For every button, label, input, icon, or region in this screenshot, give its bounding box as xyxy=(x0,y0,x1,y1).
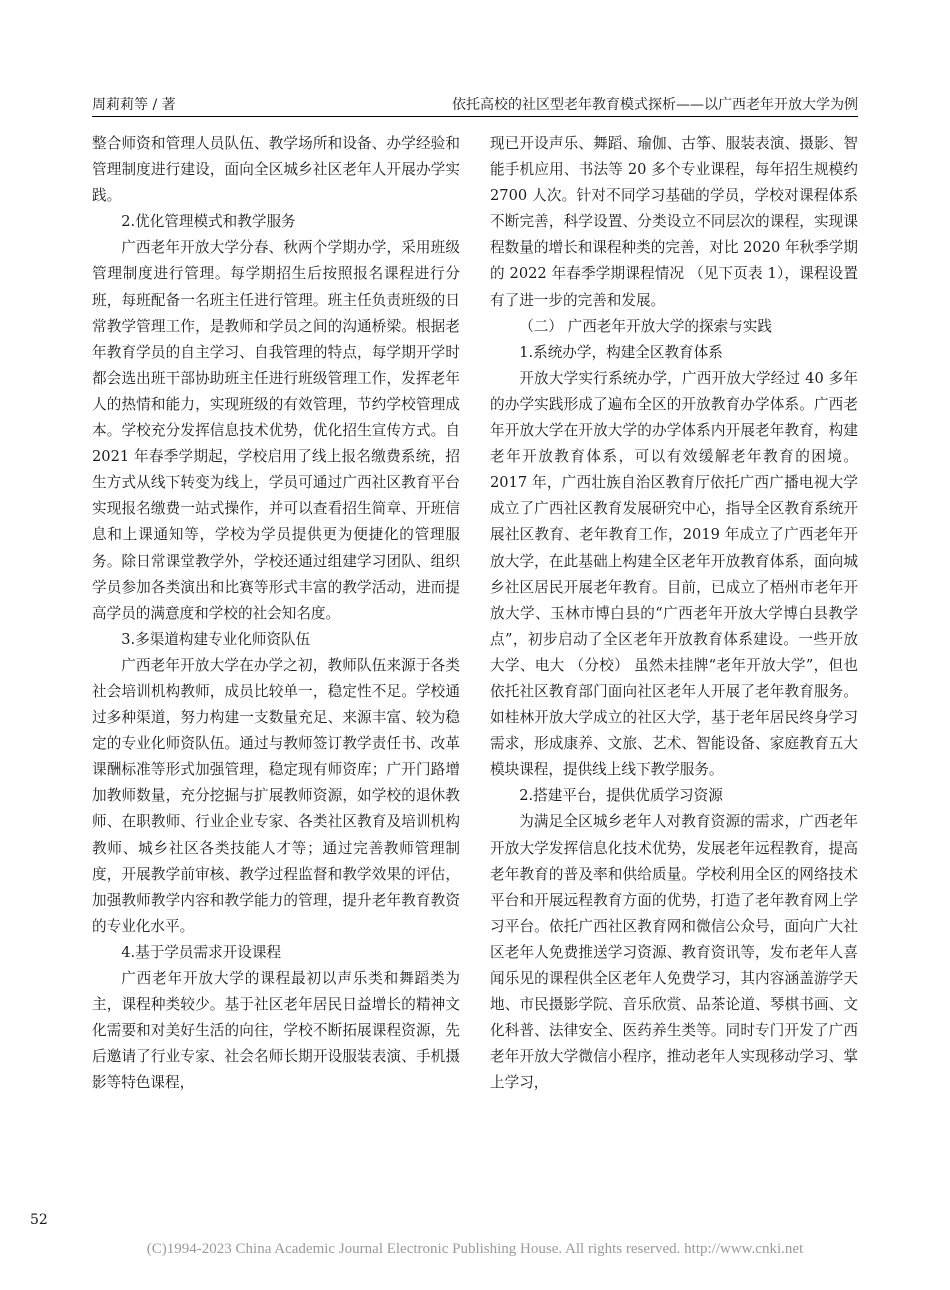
left-column xyxy=(92,131,460,1096)
right-column xyxy=(490,131,858,1096)
section-heading: （二） 广西老年开放大学的探索与实践 xyxy=(519,317,772,335)
paragraph: 开放大学实行系统办学，广西开放大学经过 40 多年的办学实践形成了遍布全区的开放教育办学体系。广西老年开放大学在开放大学的办学体系内开展老年教育，构建老年开放教育体系，可以有效缓解老年教育的困境。2017 年，广西壮族自治区教育厅依托广西广播电视大学成立了广西社区教育发展研究中心，指导全区教育系统开展社区教育、老年教育工作，2019 年成立了广西老年开放大学，在此基础上构建全区老年开放教育体系，面向城乡社区居民开展老年教育。目前，已成立了梧州市老年开放大学、玉林市博白县的“广西老年开放大学博白县教学点”，初步启动了全区老年开放教育体系建设。一些开放大学、电大 （分校） 虽然未挂牌“老年开放大学”，但也依托社区教育部门面向社区老年人开展了老年教育服务。如桂林开放大学成立的社区大学，基于老年居民终身学习需求，形成康养、文旅、艺术、智能设备、家庭教育五大模块课程，提供线上线下教学服务。 xyxy=(490,369,858,779)
copyright-footer: (C)1994-2023 China Academic Journal Electronic Publishing House. All rights reserved. http://www.cnki.net xyxy=(146,1241,804,1257)
section-heading: 2.搭建平台，提供优质学习资源 xyxy=(519,787,723,805)
paragraph: 广西老年开放大学在办学之初，教师队伍来源于各类社会培训机构教师，成员比较单一，稳定性不足。学校通过多种渠道，努力构建一支数量充足、来源丰富、较为稳定的专业化师资队伍。通过与教师签订教学责任书、改革课酬标准等形式加强管理，稳定现有师资库；广开门路增加教师数量，充分挖掘与扩展教师资源，如学校的退休教师、在职教师、行业企业专家、各类社区教育及培训机构教师、城乡社区各类技能人才等；通过完善教师管理制度，开展教学前审核、教学过程监督和教学效果的评估，加强教师教学内容和教学能力的管理，提升老年教育教资的专业化水平。 xyxy=(92,656,460,935)
page-number: 52 xyxy=(30,1212,48,1228)
header-author: 周莉莉等 / 著 xyxy=(92,97,176,113)
paragraph: 为满足全区城乡老年人对教育资源的需求，广西老年开放大学发挥信息化技术优势，发展老年远程教育，提高老年教育的普及率和供给质量。学校利用全区的网络技术平台和开展远程教育方面的优势，打造了老年教育网上学习平台。依托广西社区教育网和微信公众号，面向广大社区老年人免费推送学习资源、教育资讯等，发布老年人喜闻乐见的课程供全区老年人免费学习，其内容涵盖游学天地、市民摄影学院、音乐欣赏、品茶论道、琴棋书画、文化科普、法律安全、医药养生类等。同时专门开发了广西老年开放大学微信小程序，推动老年人实现移动学习、掌上学习， xyxy=(490,813,858,1092)
section-heading: 4.基于学员需求开设课程 xyxy=(121,943,282,961)
paragraph: 广西老年开放大学的课程最初以声乐类和舞蹈类为主，课程种类较少。基于社区老年居民日益增长的精神文化需要和对美好生活的向往，学校不断拓展课程资源，先后邀请了行业专家、社会名师长期开设服装表演、手机摄影等特色课程， xyxy=(92,970,460,1092)
paragraph: 广西老年开放大学分春、秋两个学期办学，采用班级管理制度进行管理。每学期招生后按照报名课程进行分班，每班配备一名班主任进行管理。班主任负责班级的日常教学管理工作，是教师和学员之间的沟通桥梁。根据老年教育学员的自主学习、自我管理的特点，每学期开学时都会选出班干部协助班主任进行班级管理工作，发挥老年人的热情和能力，实现班级的有效管理，节约学校管理成本。学校充分发挥信息技术优势，优化招生宣传方式。自 2021 年春季学期起，学校启用了线上报名缴费系统，招生方式从线下转变为线上，学员可通过广西社区教育平台实现报名缴费一站式操作，并可以查看招生简章、开班信息和上课通知等，学校为学员提供更为便捷化的管理服务。除日常课堂教学外，学校还通过组建学习团队、组织学员参加各类演出和比赛等形式丰富的教学活动，进而提高学员的满意度和学校的社会知名度。 xyxy=(92,239,460,622)
section-heading: 1.系统办学，构建全区教育体系 xyxy=(519,343,723,361)
running-header xyxy=(92,92,858,117)
header-article-title: 依托高校的社区型老年教育模式探析——以广西老年开放大学为例 xyxy=(452,97,858,113)
section-heading: 3.多渠道构建专业化师资队伍 xyxy=(121,630,311,648)
section-heading: 2.优化管理模式和教学服务 xyxy=(121,213,296,231)
paragraph: 现已开设声乐、舞蹈、瑜伽、古筝、服装表演、摄影、智能手机应用、书法等 20 多个专业课程，每年招生规模约 2700 人次。针对不同学习基础的学员，学校对课程体系不断完善，科学设置、分类设立不同层次的课程，实现课程数量的增长和课程种类的完善，对比 2020 年秋季学期的 2022 年春季学期课程情况 （见下页表 1），课程设置有了进一步的完善和发展。 xyxy=(490,135,858,309)
paragraph: 整合师资和管理人员队伍、教学场所和设备、办学经验和管理制度进行建设，面向全区城乡社区老年人开展办学实践。 xyxy=(92,135,460,205)
